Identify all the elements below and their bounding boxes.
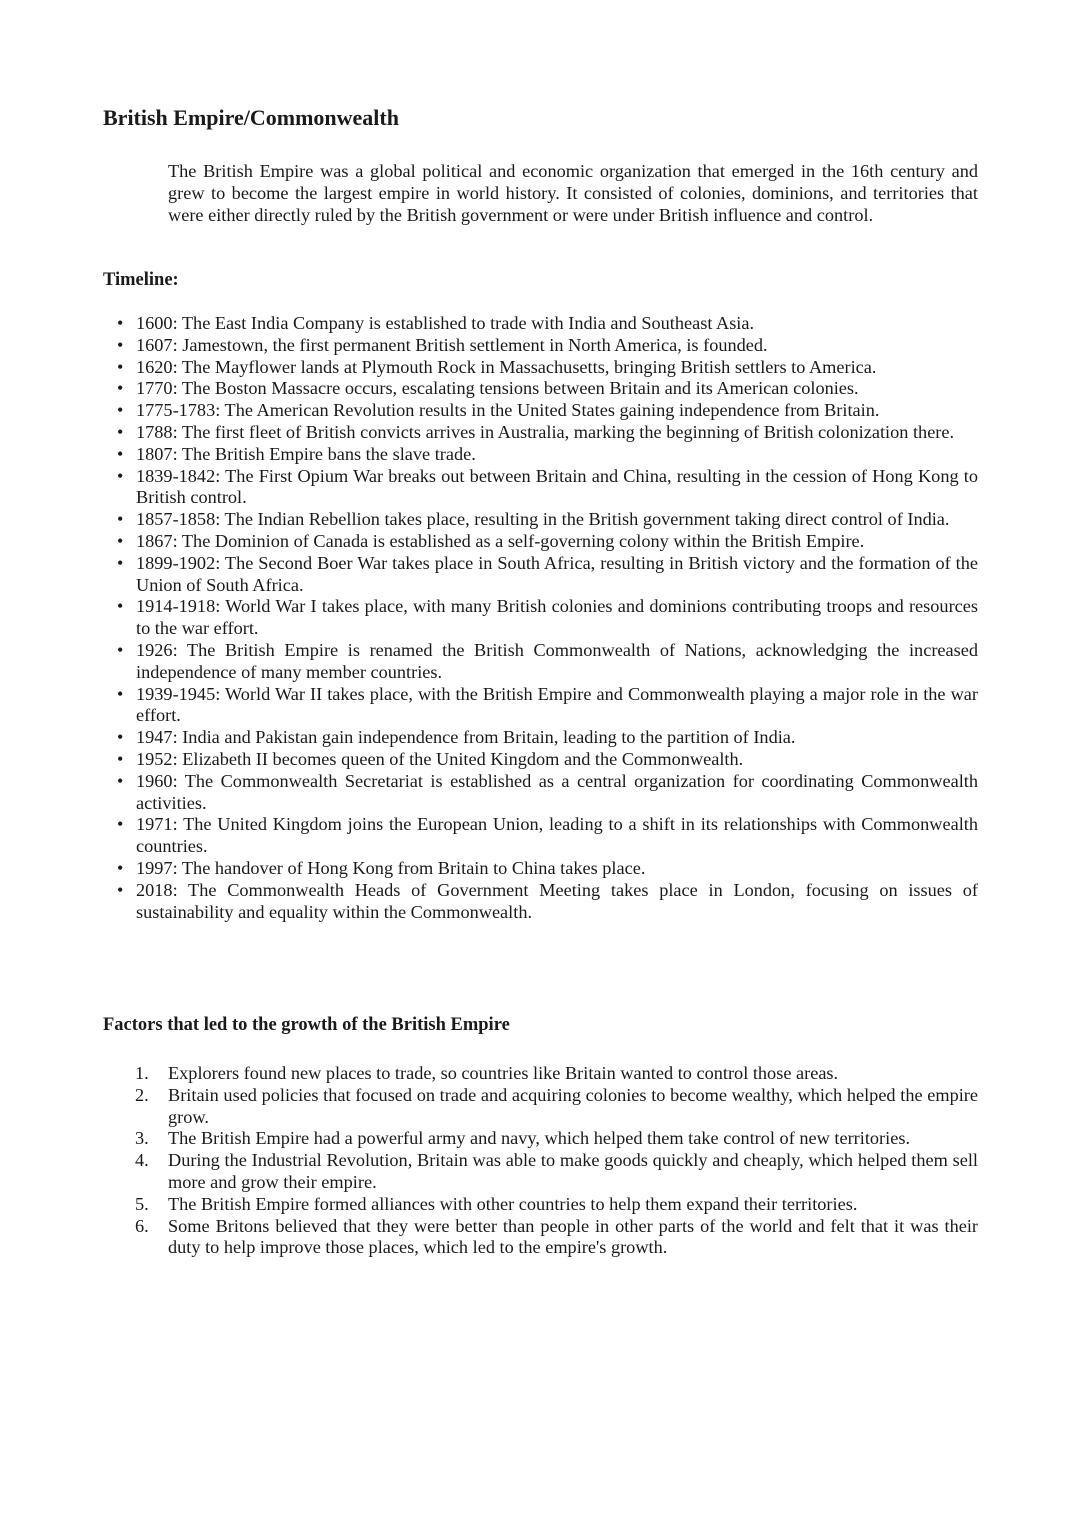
timeline-item xyxy=(117,814,978,858)
timeline-item xyxy=(117,400,978,422)
page-title: British Empire/Commonwealth xyxy=(103,105,399,130)
factor-text: Explorers found new places to trade, so countries like Britain wanted to control those areas. xyxy=(168,1063,839,1083)
timeline-item xyxy=(117,596,978,640)
timeline-item xyxy=(117,639,978,684)
factor-item xyxy=(135,1215,978,1260)
factor-number: 5. xyxy=(135,1193,149,1214)
timeline-item-text: 1775-1783: The American Revolution results in the United States gaining independence from Britain. xyxy=(136,400,880,421)
bullet-icon: • xyxy=(117,748,124,769)
bullet-icon: • xyxy=(117,400,124,421)
bullet-icon: • xyxy=(117,770,124,791)
factor-item xyxy=(135,1128,978,1150)
factor-item xyxy=(135,1193,978,1216)
timeline-item xyxy=(117,421,978,444)
timeline-item xyxy=(117,552,978,597)
factor-item xyxy=(135,1063,978,1085)
bullet-icon: • xyxy=(117,313,124,333)
bullet-icon: • xyxy=(117,879,124,900)
timeline-item-text: 1839-1842: The First Opium War breaks out between Britain and China, resulting in the cession of Hong Kong to British control. xyxy=(136,465,978,508)
bullet-icon: • xyxy=(117,378,124,399)
timeline-item-text: 1857-1858: The Indian Rebellion takes place, resulting in the British government taking direct control of India. xyxy=(136,509,950,530)
bullet-icon: • xyxy=(117,334,124,355)
bullet-icon: • xyxy=(117,727,124,748)
timeline-item xyxy=(117,748,978,771)
timeline-item xyxy=(117,530,978,553)
bullet-icon: • xyxy=(117,421,124,442)
factor-number: 2. xyxy=(135,1084,149,1105)
timeline-item-text: 1867: The Dominion of Canada is established as a self-governing colony within the British Empire. xyxy=(136,530,865,551)
factor-text: Britain used policies that focused on trade and acquiring colonies to become wealthy, which helped the empire grow. xyxy=(168,1084,978,1127)
timeline-item xyxy=(117,857,978,880)
factor-text: The British Empire formed alliances with other countries to help them expand their territories. xyxy=(168,1193,858,1214)
bullet-icon: • xyxy=(117,552,124,573)
factors-heading: Factors that led to the growth of the British Empire xyxy=(103,1015,510,1035)
timeline-item-text: 1960: The Commonwealth Secretariat is established as a central organization for coordinating Commonwealth activities. xyxy=(136,770,978,813)
factor-text: Some Britons believed that they were better than people in other parts of the world and felt that it was their duty to help improve those places, which led to the empire's growth. xyxy=(168,1215,978,1258)
timeline-item-text: 1914-1918: World War I takes place, with many British colonies and dominions contributing troops and resources to the war effort. xyxy=(136,596,978,639)
timeline-item-text: 1770: The Boston Massacre occurs, escalating tensions between Britain and its American colonies. xyxy=(136,378,859,399)
timeline-list xyxy=(117,313,978,923)
timeline-item xyxy=(117,443,978,466)
timeline-item-text: 1620: The Mayflower lands at Plymouth Rock in Massachusetts, bringing British settlers to America. xyxy=(136,356,877,377)
factor-text: The British Empire had a powerful army and navy, which helped them take control of new territories. xyxy=(168,1128,911,1149)
timeline-item-text: 1971: The United Kingdom joins the European Union, leading to a shift in its relationships with Commonwealth countries. xyxy=(136,814,978,857)
timeline-item-text: 2018: The Commonwealth Heads of Government Meeting takes place in London, focusing on issues of sustainability and equality within the Commonwealth. xyxy=(136,879,978,922)
timeline-item-text: 1600: The East India Company is established to trade with India and Southeast Asia. xyxy=(136,313,755,333)
timeline-item xyxy=(117,378,978,400)
timeline-item-text: 1807: The British Empire bans the slave trade. xyxy=(136,443,476,464)
timeline-item-text: 1899-1902: The Second Boer War takes place in South Africa, resulting in British victory and the formation of the Union of South Africa. xyxy=(136,552,978,595)
factor-item xyxy=(135,1084,978,1129)
timeline-item xyxy=(117,879,978,924)
factor-number: 3. xyxy=(135,1128,149,1149)
timeline-item xyxy=(117,770,978,815)
bullet-icon: • xyxy=(117,683,124,704)
factors-list xyxy=(135,1063,978,1259)
timeline-item xyxy=(117,356,978,379)
bullet-icon: • xyxy=(117,530,124,551)
intro-paragraph: The British Empire was a global political and economic organization that emerged in the 16th century and grew to become the largest empire in world history. It consisted of colonies, dominions, and territories that were either directly ruled by the British government or were under British influence and control. xyxy=(168,161,978,225)
factor-text: During the Industrial Revolution, Britain was able to make goods quickly and cheaply, which helped them sell more and grow their empire. xyxy=(168,1150,978,1192)
bullet-icon: • xyxy=(117,465,124,486)
bullet-icon: • xyxy=(117,443,124,464)
timeline-item xyxy=(117,509,978,531)
bullet-icon: • xyxy=(117,356,124,377)
timeline-item xyxy=(117,683,978,728)
factor-item xyxy=(135,1150,978,1194)
timeline-item-text: 1947: India and Pakistan gain independence from Britain, leading to the partition of India. xyxy=(136,727,796,748)
timeline-heading: Timeline: xyxy=(103,270,179,290)
bullet-icon: • xyxy=(117,857,124,878)
timeline-item-text: 1926: The British Empire is renamed the British Commonwealth of Nations, acknowledging the increased independence of many member countries. xyxy=(136,639,978,682)
timeline-item-text: 1952: Elizabeth II becomes queen of the United Kingdom and the Commonwealth. xyxy=(136,748,744,769)
factor-number: 4. xyxy=(135,1150,149,1171)
timeline-item xyxy=(117,727,978,749)
bullet-icon: • xyxy=(117,639,124,660)
bullet-icon: • xyxy=(117,509,124,530)
timeline-item-text: 1788: The first fleet of British convicts arrives in Australia, marking the beginning of British colonization there. xyxy=(136,421,955,442)
bullet-icon: • xyxy=(117,814,124,835)
timeline-item-text: 1997: The handover of Hong Kong from Britain to China takes place. xyxy=(136,857,646,878)
bullet-icon: • xyxy=(117,596,124,617)
timeline-item-text: 1607: Jamestown, the first permanent British settlement in North America, is founded. xyxy=(136,334,768,355)
timeline-item-text: 1939-1945: World War II takes place, with the British Empire and Commonwealth playing a major role in the war effort. xyxy=(136,683,978,726)
factor-number: 6. xyxy=(135,1215,149,1236)
factor-number: 1. xyxy=(135,1063,149,1083)
timeline-item xyxy=(117,334,978,357)
timeline-item xyxy=(117,313,978,335)
timeline-item xyxy=(117,465,978,510)
